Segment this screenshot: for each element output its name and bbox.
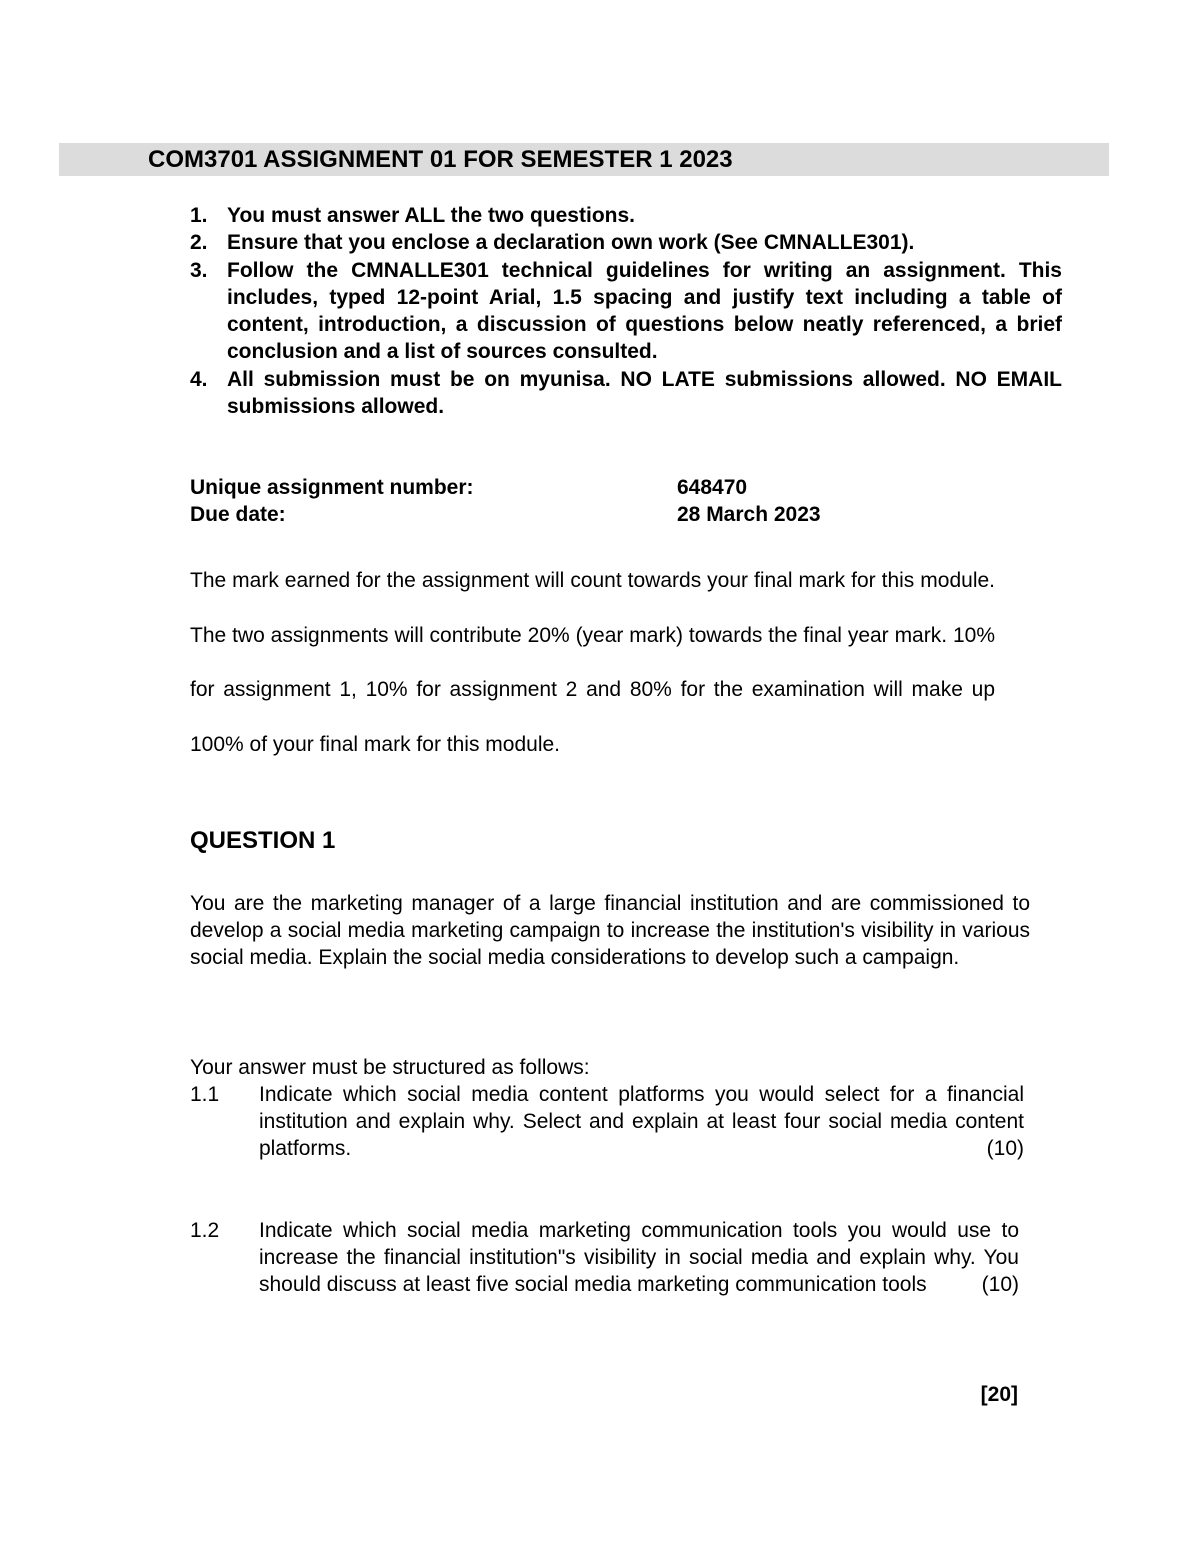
question-intro: You are the marketing manager of a large financial institution and are commissioned to develop a social media marketing campaign to increase the institution's visibility in various social media. Explain the social media considerations to develop such a campaign. <box>190 892 1030 969</box>
instruction-number: 2. <box>190 231 208 255</box>
instruction-text: Ensure that you enclose a declaration own work (See CMNALLE301). <box>227 231 915 255</box>
unique-number-label: Unique assignment number: <box>190 476 474 499</box>
instruction-number: 1. <box>190 204 208 227</box>
instruction-text: All submission must be on myunisa. NO LATE submissions allowed. NO EMAIL submissions allowed. <box>227 367 1062 419</box>
sub-question-text: Indicate which social media content platforms you would select for a financial institution and explain why. Select and explain at least four social media content platforms. <box>259 1083 1024 1160</box>
instruction-text: You must answer ALL the two questions. <box>227 204 635 227</box>
instruction-number: 4. <box>190 367 208 391</box>
instruction-item <box>190 229 1062 256</box>
due-date-label: Due date: <box>190 503 286 526</box>
unique-number-value: 648470 <box>677 476 748 499</box>
sub-question <box>190 1081 1024 1162</box>
instruction-item <box>190 257 1062 366</box>
sub-question-number: 1.1 <box>190 1083 220 1106</box>
sub-question-number: 1.2 <box>190 1219 220 1242</box>
instruction-number: 3. <box>190 258 208 282</box>
question-total-marks: [20] <box>980 1383 1018 1406</box>
instruction-text: Follow the CMNALLE301 technical guidelines for writing an assignment. This includes, typed 12-point Arial, 1.5 spacing and justify text including a table of content, introduction, a discussion of questions below neatly referenced, a brief conclusion and a list of sources consulted. <box>227 258 1062 364</box>
due-date-row <box>190 501 821 528</box>
instruction-item <box>190 366 1062 421</box>
page-title: COM3701 ASSIGNMENT 01 FOR SEMESTER 1 2023 <box>148 146 733 173</box>
instructions-list <box>190 202 1062 420</box>
sub-question-marks: (10) <box>986 1137 1024 1160</box>
instruction-item <box>190 202 1062 229</box>
sub-question-marks: (10) <box>981 1273 1019 1296</box>
structure-label: Your answer must be structured as follows: <box>190 1056 590 1079</box>
sub-question <box>190 1217 1019 1298</box>
due-date-value: 28 March 2023 <box>677 503 821 526</box>
mark-contribution-paragraph: The mark earned for the assignment will count towards your final mark for this module. The two assignments will contribute 20% (year mark) towards the final year mark. 10% for assignment 1, 10% for assignment 2 and 80% for the examination will make up 100% of your final mark for this module. <box>190 569 995 756</box>
sub-question-text: Indicate which social media marketing communication tools you would use to increase the financial institution"s visibility in social media and explain why. You should discuss at least five social media marketing communication tools <box>259 1219 1019 1296</box>
question-heading: QUESTION 1 <box>190 827 336 854</box>
unique-number-row <box>190 474 748 501</box>
